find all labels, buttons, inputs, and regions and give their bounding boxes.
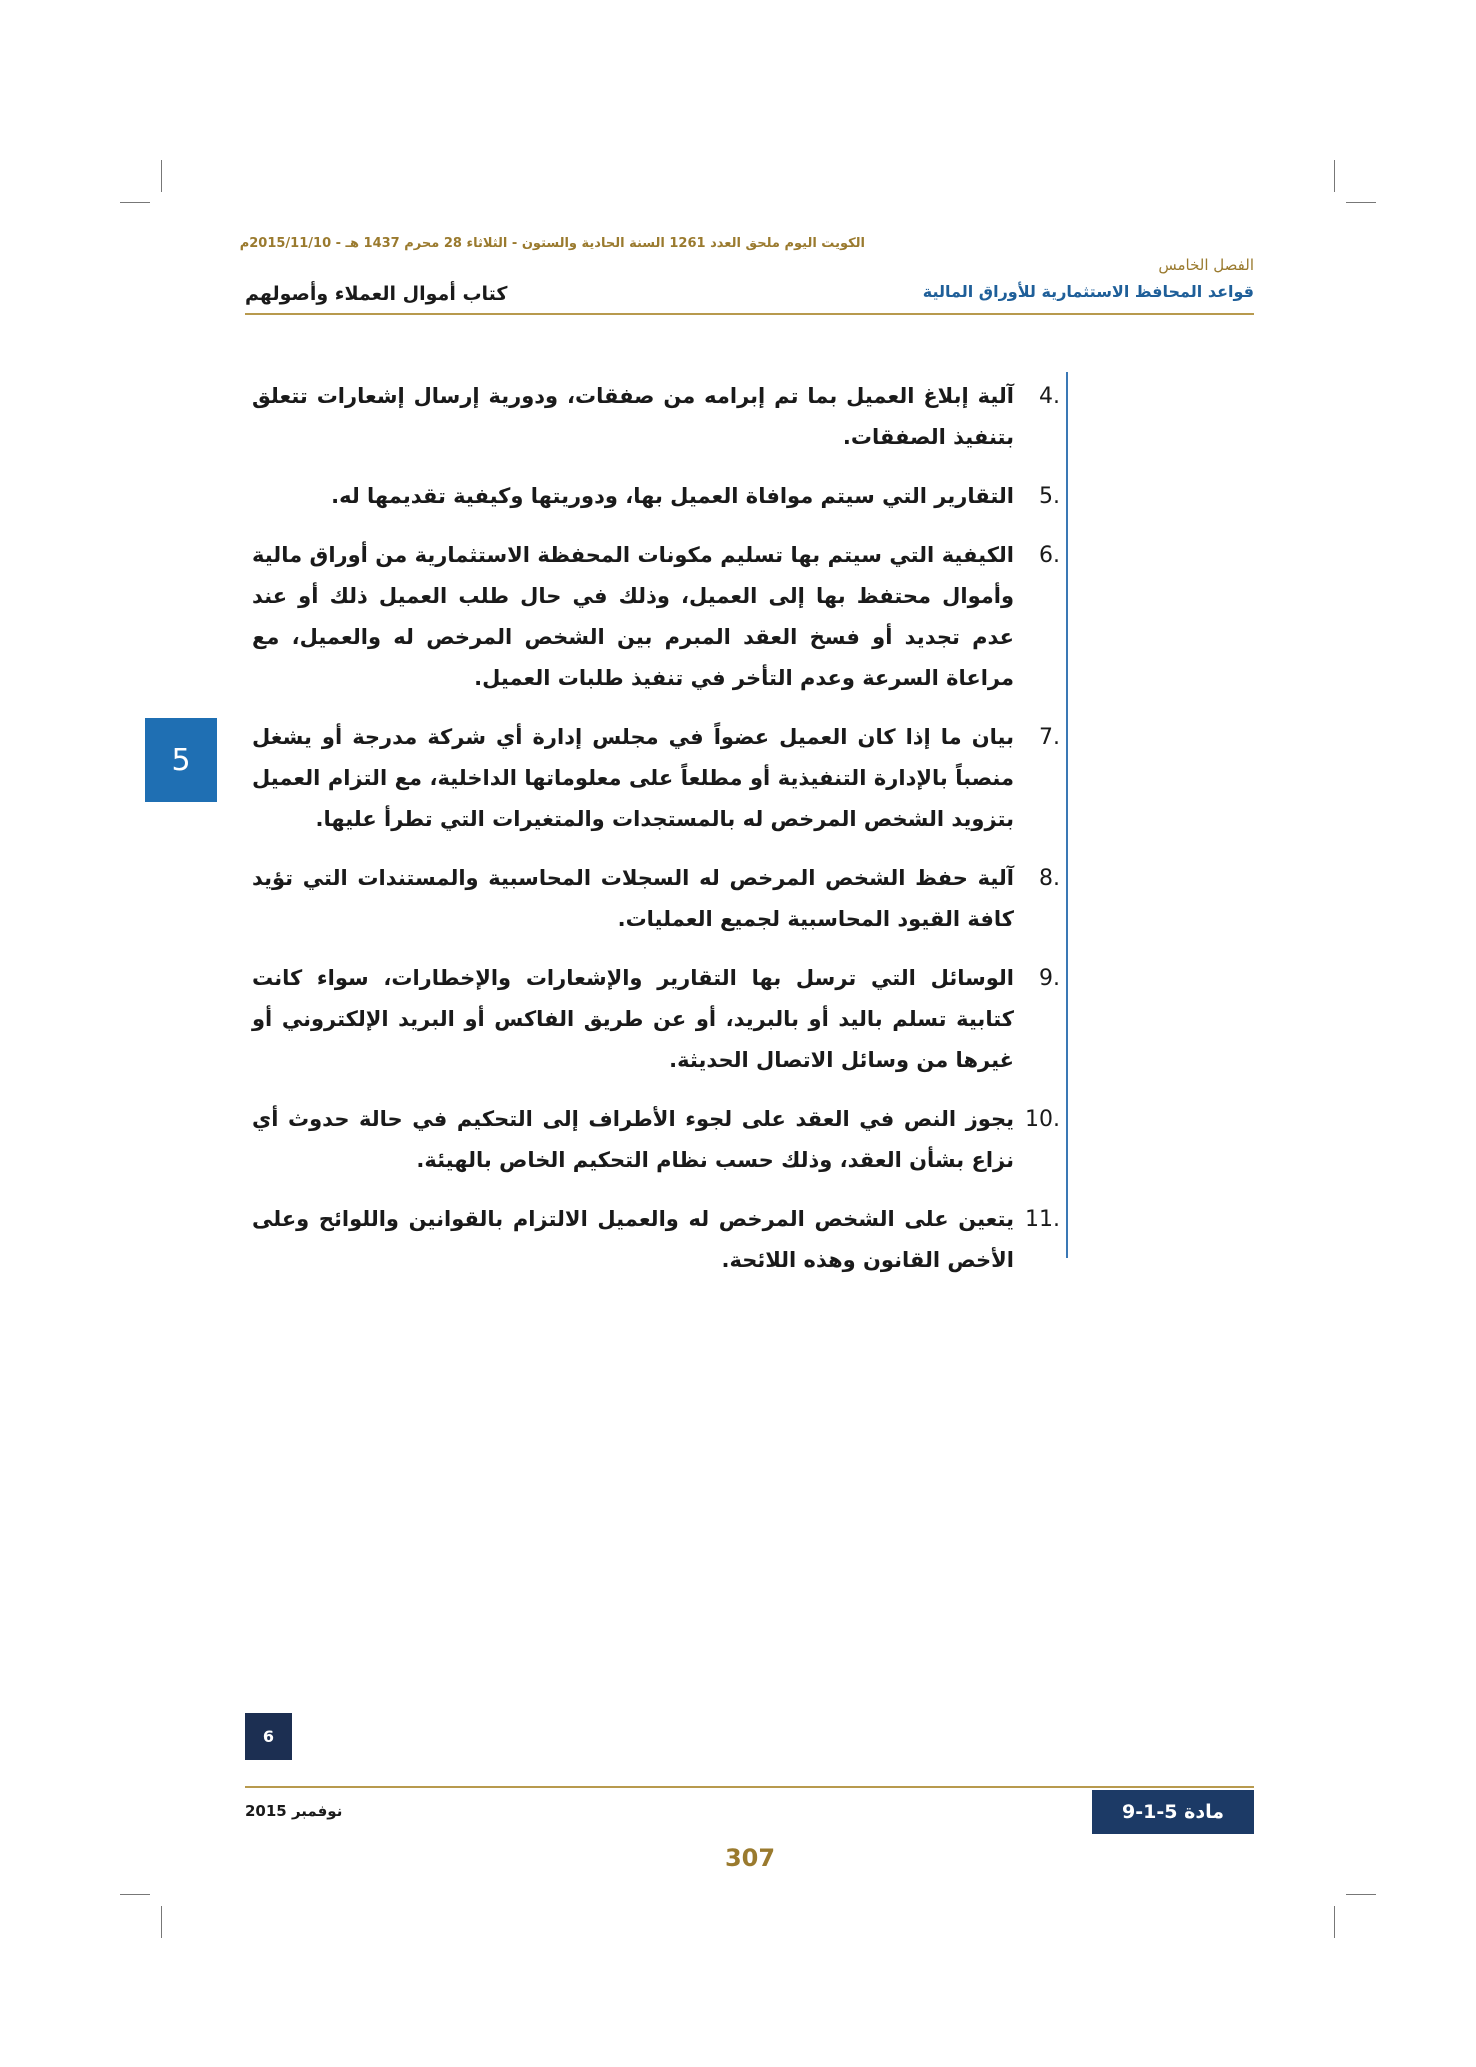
item-text: الكيفية التي سيتم بها تسليم مكونات المحفظة الاستثمارية من أوراق مالية وأموال محتفظ بها إلى العميل، وذلك في حال طلب العميل ذلك أو عند عدم تجديد أو فسخ العقد المبرم بين الشخص المرخص له والعميل، مع مراعاة السرعة وعدم التأخر في تنفيذ طلبات العميل. <box>252 543 1014 690</box>
item-text: التقارير التي سيتم موافاة العميل بها، ودوريتها وكيفية تقديمها له. <box>331 484 1014 508</box>
item-number: 7. <box>1039 725 1060 750</box>
gazette-line: الكويت اليوم ملحق العدد 1261 السنة الحادية والستون - الثلاثاء 28 محرم 1437 هـ - 2015/11/10م <box>239 236 865 251</box>
crop-mark <box>161 1906 162 1938</box>
crop-mark <box>1346 202 1376 203</box>
content-margin-rule <box>1066 372 1068 1258</box>
item-text: آلية حفظ الشخص المرخص له السجلات المحاسبية والمستندات التي تؤيد كافة القيود المحاسبية لجميع العمليات. <box>252 866 1014 931</box>
book-title: كتاب أموال العملاء وأصولهم <box>245 283 508 305</box>
item-text: الوسائل التي ترسل بها التقارير والإشعارات والإخطارات، سواء كانت كتابية تسلم باليد أو بالبريد، أو عن طريق الفاكس أو البريد الإلكتروني أو غيرها من وسائل الاتصال الحديثة. <box>252 966 1014 1072</box>
list-item <box>252 717 1060 840</box>
item-number: 11. <box>1025 1207 1060 1232</box>
footer-date: نوفمبر 2015 <box>245 1802 343 1820</box>
list-item <box>252 376 1060 458</box>
page-number: 307 <box>724 1844 776 1872</box>
crop-mark <box>120 202 150 203</box>
item-text: بيان ما إذا كان العميل عضواً في مجلس إدارة أي شركة مدرجة أو يشغل منصباً بالإدارة التنفيذية أو مطلعاً على معلوماتها الداخلية، مع التزام العميل بتزويد الشخص المرخص له بالمستجدات والمتغيرات التي تطرأ عليها. <box>252 725 1014 831</box>
item-text: آلية إبلاغ العميل بما تم إبرامه من صفقات، ودورية إرسال إشعارات تتعلق بتنفيذ الصفقات. <box>252 384 1014 449</box>
header-divider <box>245 313 1254 315</box>
item-text: يتعين على الشخص المرخص له والعميل الالتزام بالقوانين واللوائح وعلى الأخص القانون وهذه اللائحة. <box>252 1207 1014 1272</box>
item-number: 6. <box>1039 543 1060 568</box>
crop-mark <box>1346 1894 1376 1895</box>
list-item <box>252 535 1060 699</box>
item-number: 5. <box>1039 484 1060 509</box>
item-text: يجوز النص في العقد على لجوء الأطراف إلى التحكيم في حالة حدوث أي نزاع بشأن العقد، وذلك حسب نظام التحكيم الخاص بالهيئة. <box>252 1107 1014 1172</box>
item-number: 9. <box>1039 966 1060 991</box>
list-item <box>252 1099 1060 1181</box>
page-tab: 6 <box>245 1713 292 1760</box>
list-item <box>252 958 1060 1081</box>
crop-mark <box>161 160 162 192</box>
footer-divider <box>245 1786 1254 1788</box>
item-number: 4. <box>1039 384 1060 409</box>
chapter-label: الفصل الخامس <box>1158 256 1254 274</box>
crop-mark <box>1334 1906 1335 1938</box>
crop-mark <box>1334 160 1335 192</box>
article-badge: مادة 5-1-9 <box>1092 1790 1254 1834</box>
crop-mark <box>120 1894 150 1895</box>
item-number: 8. <box>1039 866 1060 891</box>
item-number: 10. <box>1025 1107 1060 1132</box>
chapter-tab: 5 <box>145 718 217 802</box>
list-item <box>252 858 1060 940</box>
rules-title: قواعد المحافظ الاستثمارية للأوراق المالية <box>922 282 1254 301</box>
list-item <box>252 1199 1060 1281</box>
clause-list <box>252 376 1060 1299</box>
list-item <box>252 476 1060 517</box>
